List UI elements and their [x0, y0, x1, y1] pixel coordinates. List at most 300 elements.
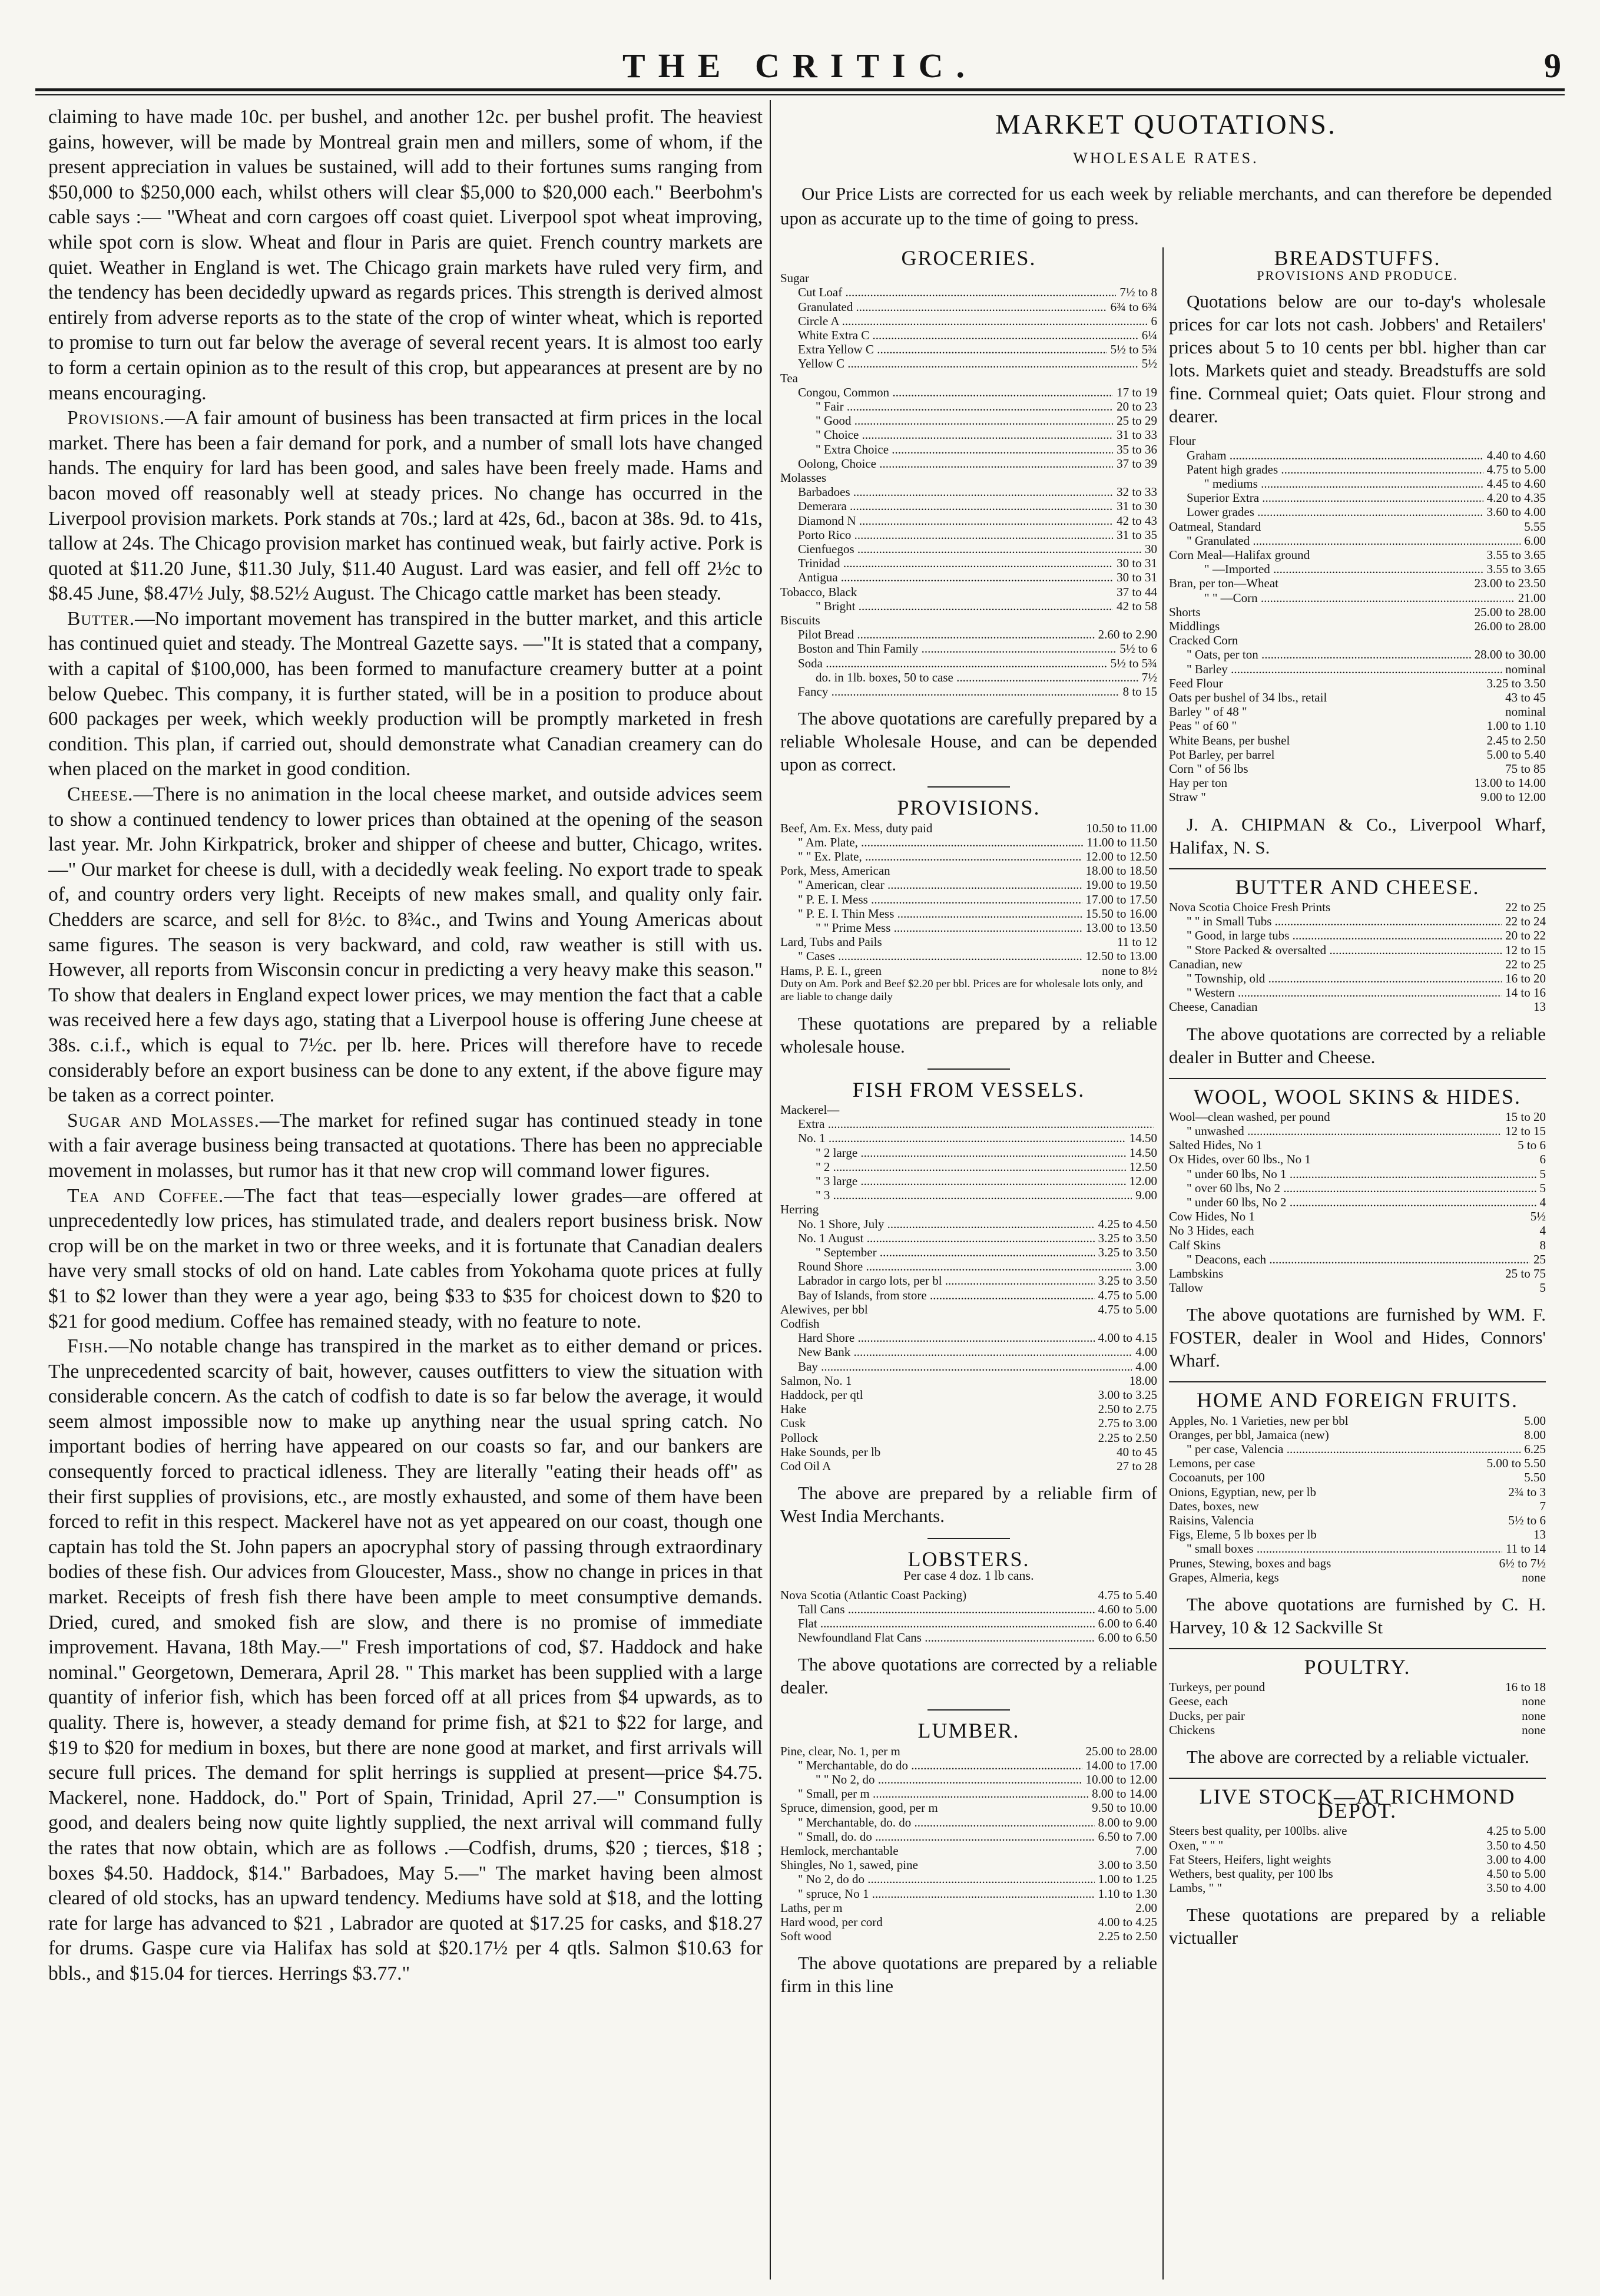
article-paragraph	[48, 406, 763, 607]
item-name: Fat Steers, Heifers, light weights	[1169, 1852, 1331, 1867]
price-row	[1169, 1485, 1546, 1499]
price-row	[780, 570, 1157, 584]
price-row	[1169, 1181, 1546, 1195]
item-name: " under 60 lbs, No 2 .....	[1169, 1195, 1536, 1209]
price-row	[780, 935, 1157, 949]
item-name: Pot Barley, per barrel	[1169, 747, 1275, 762]
item-price: none	[1522, 1708, 1546, 1723]
item-price: 3.55 to 3.65	[1486, 562, 1546, 577]
item-name: Flour	[1169, 434, 1196, 448]
item-name: Feed Flour	[1169, 676, 1223, 690]
price-row	[1169, 1223, 1546, 1238]
item-price: 3.00 to 4.00	[1486, 1852, 1546, 1867]
item-name: do. in 1lb. boxes, 50 to case .....	[780, 670, 1138, 684]
item-price: 25.00 to 28.00	[1474, 604, 1546, 619]
item-price: 1.00 to 1.25	[1098, 1872, 1157, 1887]
price-row	[1169, 900, 1546, 914]
item-price: 4.75 to 5.40	[1098, 1587, 1157, 1602]
fruits-source-note: The above quotations are furnished by C. H. Harvey, 10 & 12 Sackville St	[1169, 1594, 1546, 1637]
item-name: Labrador in cargo lots, per bl .....	[780, 1273, 1095, 1288]
item-name: Molasses	[780, 471, 827, 485]
item-price: 6½ to 7½	[1499, 1556, 1546, 1570]
item-price: none	[1522, 1722, 1546, 1737]
breadstuffs-title: BREADSTUFFS.	[1274, 246, 1441, 270]
price-row	[780, 1160, 1157, 1174]
item-name: Corn Meal—Halifax ground	[1169, 548, 1310, 563]
price-row	[1169, 1838, 1546, 1852]
item-name: Lower grades .....	[1169, 505, 1483, 519]
fish-title: FISH FROM VESSELS.	[852, 1077, 1085, 1101]
paragraph-text: claiming to have made 10c. per bushel, and another 12c. per bushel profit. The heaviest gains, however, will be made by Montreal grain men and millers, some of whom, if the present appreciation in values be sustained, will add to their fortunes sums ranging from $50,000 to $250,000 each, whilst others will clear $5,000 to $20,000 each." Beerbohm's cable says :— "Wheat and corn cargoes off coast quiet. Liverpool spot wheat improving, while spot corn is slow. Wheat and flour in Paris are quiet. French country markets are quiet. Weather in England is wet. The Chicago grain markets have ruled very firm, and the tendency has been decidedly upward as regards prices. This strength is derived almost entirely from adverse reports as to the state of the crop of winter wheat, which is reported to promise to turn out far below the average of several recent years. It is almost too early to form a certain opinion as to the result of this crop, but appearances at present are by no means encouraging.	[48, 106, 763, 404]
item-name: Hemlock, merchantable	[780, 1844, 899, 1858]
item-price: 22 to 24	[1505, 914, 1546, 929]
item-price: 4.45 to 4.60	[1486, 477, 1546, 491]
price-row	[780, 1445, 1157, 1459]
item-name: Graham .....	[1169, 448, 1483, 462]
price-row	[780, 627, 1157, 641]
item-price: 15.50 to 16.00	[1085, 906, 1157, 921]
item-price: 4	[1539, 1195, 1546, 1209]
item-price: 17.00 to 17.50	[1085, 892, 1157, 907]
price-row	[780, 485, 1157, 499]
lumber-title: LUMBER.	[917, 1719, 1020, 1743]
item-name: Alewives, per bbl	[780, 1302, 868, 1316]
item-name: " Small, do. do .....	[780, 1829, 1095, 1844]
item-price: 6	[1539, 1152, 1546, 1167]
item-name: Hams, P. E. I., green	[780, 963, 882, 978]
item-name: Calf Skins	[1169, 1238, 1221, 1252]
item-name: Soda .....	[780, 656, 1107, 670]
price-row	[1169, 1499, 1546, 1513]
lumber-source-note: The above quotations are prepared by a reliable firm in this line	[780, 1953, 1157, 1997]
price-row	[780, 1887, 1157, 1901]
lobsters-subtitle: Per case 4 doz. 1 lb cans.	[903, 1568, 1034, 1583]
item-name: Cow Hides, No 1	[1169, 1209, 1255, 1224]
item-name: Wethers, best quality, per 100 lbs	[1169, 1867, 1333, 1881]
price-row	[780, 456, 1157, 471]
price-row	[780, 1786, 1157, 1801]
item-name: Corn " of 56 lbs	[1169, 762, 1248, 776]
paragraph-heading: Cheese.	[67, 783, 134, 806]
article-paragraph	[48, 105, 763, 406]
item-name: " " Prime Mess .....	[780, 921, 1082, 935]
item-name: Lard, Tubs and Pails	[780, 935, 882, 950]
item-name: " small boxes .....	[1169, 1541, 1502, 1556]
item-price: 25 to 29	[1117, 413, 1157, 428]
article-paragraph	[48, 1334, 763, 1986]
item-name: Beef, Am. Ex. Mess, duty paid	[780, 821, 933, 835]
item-name: Laths, per m	[780, 1900, 843, 1915]
item-name: " unwashed .....	[1169, 1124, 1502, 1138]
item-price: 5.00 to 5.40	[1486, 747, 1546, 762]
item-price: 5½	[1530, 1209, 1546, 1224]
item-price: 3.55 to 3.65	[1486, 548, 1546, 563]
item-price: 9.50 to 10.00	[1092, 1801, 1157, 1815]
item-name: " over 60 lbs, No 2 .....	[1169, 1181, 1536, 1195]
fruits-title: HOME AND FOREIGN FRUITS.	[1196, 1388, 1519, 1412]
price-row	[780, 1245, 1157, 1259]
item-name: Cracked Corn	[1169, 633, 1238, 648]
item-price: 5 to 6	[1518, 1138, 1546, 1153]
price-row	[1169, 957, 1546, 971]
wool-title: WOOL, WOOL SKINS & HIDES.	[1194, 1084, 1521, 1109]
price-row	[1169, 633, 1546, 647]
item-name: " P. E. I. Thin Mess .....	[780, 907, 1082, 921]
price-row	[1169, 1680, 1546, 1694]
item-name: " Extra Choice .....	[780, 442, 1113, 456]
item-price: 16 to 18	[1505, 1680, 1546, 1695]
article-paragraph	[48, 782, 763, 1109]
item-name: Circle A .....	[780, 314, 1148, 328]
item-name: Oats per bushel of 34 lbs., retail	[1169, 690, 1327, 705]
item-price: 25	[1533, 1252, 1546, 1266]
section-rule	[927, 1068, 1010, 1070]
item-name: Middlings	[1169, 619, 1220, 634]
price-row	[1169, 662, 1546, 676]
price-row	[1169, 1867, 1546, 1881]
item-name: Mackerel—	[780, 1102, 840, 1117]
item-price: 15 to 20	[1505, 1109, 1546, 1124]
item-name: " Cases .....	[780, 949, 1082, 963]
price-row	[1169, 1195, 1546, 1209]
item-name: Apples, No. 1 Varieties, new per bbl	[1169, 1413, 1349, 1428]
price-row	[780, 1131, 1157, 1145]
price-row	[780, 1273, 1157, 1288]
item-price: 10.50 to 11.00	[1086, 821, 1157, 835]
price-row	[780, 641, 1157, 656]
market-quotations-title: MARKET QUOTATIONS.	[995, 109, 1337, 140]
section-rule	[1169, 868, 1546, 869]
price-row	[780, 1602, 1157, 1616]
item-name: Codfish	[780, 1316, 820, 1331]
item-name: " —Imported .....	[1169, 562, 1483, 576]
item-name: " No 2, do do .....	[780, 1872, 1095, 1886]
price-row	[780, 1815, 1157, 1829]
item-price: 37 to 39	[1117, 456, 1157, 471]
groceries-title: GROCERIES.	[901, 246, 1036, 270]
price-row	[1169, 1428, 1546, 1442]
item-name: Prunes, Stewing, boxes and bags	[1169, 1556, 1331, 1570]
price-row	[780, 1858, 1157, 1872]
provisions-section	[780, 796, 1157, 1057]
item-price: 5½ to 6	[1119, 641, 1157, 656]
item-name: No. 1 .....	[780, 1131, 1126, 1145]
item-price: 12.50 to 13.00	[1085, 949, 1157, 964]
item-price: 26.00 to 28.00	[1474, 619, 1546, 634]
item-name: " " —Corn .....	[1169, 591, 1515, 605]
item-name: " Merchantable, do do .....	[780, 1758, 1082, 1772]
item-name: Tall Cans .....	[780, 1602, 1095, 1616]
item-price: 7	[1539, 1498, 1546, 1513]
item-name: Lambskins	[1169, 1266, 1224, 1281]
section-rule	[927, 1709, 1010, 1711]
item-name: Straw "	[1169, 790, 1206, 805]
price-row	[780, 1402, 1157, 1416]
item-price: 5½ to 5¾	[1110, 342, 1157, 357]
item-name: Tobacco, Black	[780, 584, 857, 599]
section-rule	[1169, 1078, 1546, 1079]
price-row	[1169, 1167, 1546, 1181]
item-price: 4	[1539, 1223, 1546, 1238]
price-row	[1169, 448, 1546, 462]
price-row	[1169, 1000, 1546, 1014]
price-row	[780, 413, 1157, 428]
breadstuffs-source-note: J. A. CHIPMAN & Co., Liverpool Wharf, Halifax, N. S.	[1169, 813, 1546, 858]
article-paragraph	[48, 1184, 763, 1335]
item-price: 4.00 to 4.15	[1098, 1331, 1157, 1345]
item-price: 5	[1539, 1166, 1546, 1181]
section-rule	[927, 1538, 1010, 1539]
masthead-rule-thin	[35, 94, 1565, 95]
item-name: Barley " of 48 "	[1169, 704, 1247, 719]
item-name: Chickens	[1169, 1722, 1215, 1737]
page-number: 9	[1544, 47, 1561, 85]
price-row	[1169, 576, 1546, 590]
price-row	[1169, 647, 1546, 661]
price-row	[780, 499, 1157, 513]
fish-source-note: The above are prepared by a reliable firm of West India Merchants.	[780, 1483, 1157, 1527]
item-name: Onions, Egyptian, new, per lb	[1169, 1484, 1317, 1499]
item-price: 3.25 to 3.50	[1098, 1273, 1157, 1288]
item-price: 4.40 to 4.60	[1486, 448, 1546, 462]
item-name: Cheese, Canadian	[1169, 1000, 1258, 1014]
item-price: 6¾ to 6¾	[1110, 299, 1157, 314]
quotations-column-right	[1169, 247, 1546, 1953]
price-row	[780, 356, 1157, 370]
item-price: 8	[1539, 1238, 1546, 1252]
item-price: 25.00 to 28.00	[1085, 1743, 1157, 1758]
item-price: 23.00 to 23.50	[1474, 576, 1546, 591]
item-price: 7.00	[1135, 1844, 1157, 1858]
paragraph-text: —No notable change has transpired in the market as to either demand or prices. The unprecedented scarcity of bait, however, causes outfitters to view the situation with considerable concern. As the catch of codfish to date is so far below the average, it would seem almost impossible now to make up anything near the usual spring catch. No important bodies of herring have appeared on our coasts so far, and our bankers are consequently forced to practical idleness. They are literally "eating their heads off" as their first supplies of provisions, etc., are mostly exhausted, and some of them have been forced to refit in this respect. Mackerel have not as yet appeared on our coast, though one captain has told the St. John papers an apocryphal story of passing through extraordinary bodies of these fish. Our advices from Gloucester, Mass., show no change in prices in that market. Receipts of fresh fish there have been ample to meet consumptive demands. Dried, cured, and smoked fish are slow, and there is no promise of immediate improvement. Havana, 18th May.—" Fresh importations of cod, $7. Haddock and hake nominal." Georgetown, Demerara, April 28. " This market has been supplied with a large quantity of inferior fish, which has been forced off at all prices from $4 upwards, as to quality. There is, however, a steady demand for prime fish, at $21 to $22 for large, and $19 to $20 for medium in boxes, but there are none good at market, and first arrivals will secure full prices. The demand for split herrings is supplied at present—price $4.75. Mackerel, none. Haddock, do." Port of Spain, Trinidad, April 27.—" Consumption is good, and dealers being now quite lightly supplied, the next arrival will command fully the rates that now obtain, which are as follows .—Codfish, drums, $20 ; tierces, $18 ; boxes $4.50. Haddock, $14." Barbadoes, May 5.—" The market having been almost cleared of old stocks, has an upward tendency. Mediums have sold at $18, and the lotting rate for large has advanced to $21 , Labrador are quoted at $17.25 for casks, and $18.27 for drums. Gaspe cure via Halifax has sold at $20.17½ per 4 qtls. Salmon $10.63 for bbls., and $15.04 for tierces. Herrings $3.77."	[48, 1335, 763, 1984]
item-price: 22 to 25	[1505, 957, 1546, 971]
item-name: Wool—clean washed, per pound	[1169, 1109, 1330, 1124]
item-price: 2¾ to 3	[1508, 1484, 1546, 1499]
item-name: " September .....	[780, 1245, 1095, 1259]
item-name: New Bank .....	[780, 1345, 1132, 1359]
item-name: " Fair .....	[780, 399, 1113, 413]
price-row	[1169, 776, 1546, 790]
item-price: 3.25 to 3.50	[1098, 1245, 1157, 1259]
groceries-source-note: The above quotations are carefully prepared by a reliable Wholesale House, and can be depended upon as correct.	[780, 708, 1157, 775]
item-name: Fancy .....	[780, 684, 1119, 699]
price-row	[780, 471, 1157, 485]
item-price: 10.00 to 12.00	[1085, 1772, 1157, 1787]
item-name: Ducks, per pair	[1169, 1708, 1245, 1723]
price-row	[780, 949, 1157, 963]
item-name: White Extra C .....	[780, 328, 1138, 342]
item-price: 4.75 to 5.00	[1098, 1302, 1157, 1316]
price-row	[780, 314, 1157, 328]
item-name: No. 1 Shore, July .....	[780, 1217, 1095, 1231]
item-price: 6.00	[1524, 533, 1546, 548]
masthead	[35, 42, 1565, 101]
provisions-duty-note: Duty on Am. Pork and Beef $2.20 per bbl. Prices are for wholesale lots only, and are liable to change daily	[780, 977, 1143, 1003]
item-price: 2.25 to 2.50	[1098, 1430, 1157, 1445]
item-name: " Western .....	[1169, 985, 1502, 1000]
price-row	[1169, 704, 1546, 719]
item-name: " " in Small Tubs .....	[1169, 914, 1502, 928]
item-price: 4.60 to 5.00	[1098, 1602, 1157, 1616]
price-row	[1169, 1238, 1546, 1252]
price-row	[780, 371, 1157, 385]
item-price: 9.00 to 12.00	[1480, 790, 1546, 805]
item-price: 3.50 to 4.00	[1486, 1881, 1546, 1895]
item-name: " Barley .....	[1169, 662, 1502, 676]
item-name: Sugar	[780, 271, 809, 286]
price-row	[1169, 477, 1546, 491]
price-row	[1169, 747, 1546, 762]
item-name: Congou, Common .....	[780, 385, 1113, 399]
butter-title: BUTTER AND CHEESE.	[1235, 875, 1480, 899]
price-row	[1169, 1513, 1546, 1527]
item-name: Hake Sounds, per lb	[780, 1444, 881, 1459]
item-price: 1.10 to 1.30	[1098, 1886, 1157, 1901]
item-name: Hay per ton	[1169, 776, 1228, 790]
item-name: " per case, Valencia .....	[1169, 1442, 1521, 1456]
livestock-title: LIVE STOCK—AT RICHMOND DEPOT.	[1199, 1785, 1516, 1823]
item-name: Extra .....	[780, 1117, 1154, 1131]
price-row	[1169, 462, 1546, 477]
price-row	[780, 399, 1157, 413]
price-row	[1169, 1281, 1546, 1295]
item-name: Trinidad .....	[780, 556, 1113, 570]
item-price: 14.50	[1129, 1131, 1157, 1146]
item-price: 30 to 31	[1117, 570, 1157, 585]
provisions-source-note: These quotations are prepared by a reliable wholesale house.	[780, 1013, 1157, 1057]
fruits-section	[1169, 1388, 1546, 1639]
price-row	[1169, 1556, 1546, 1570]
paragraph-heading: Provisions.	[67, 407, 165, 429]
item-name: " Small, per m .....	[780, 1786, 1088, 1801]
item-price: 22 to 25	[1505, 899, 1546, 914]
price-row	[780, 864, 1157, 878]
article-paragraph	[48, 607, 763, 782]
item-price: 2.60 to 2.90	[1098, 627, 1157, 642]
price-row	[780, 878, 1157, 892]
item-name: Granulated .....	[780, 300, 1107, 314]
price-row	[780, 271, 1157, 285]
item-price: none	[1522, 1694, 1546, 1709]
newspaper-title: THE CRITIC.	[622, 47, 978, 85]
price-row	[1169, 534, 1546, 548]
item-name: " 2 .....	[780, 1160, 1126, 1174]
item-price: 13.00 to 13.50	[1085, 920, 1157, 935]
item-name: Biscuits	[780, 613, 820, 628]
item-name: Steers best quality, per 100lbs. alive	[1169, 1824, 1347, 1838]
item-name: Ox Hides, over 60 lbs., No 1	[1169, 1152, 1311, 1167]
item-price: 6.00 to 6.50	[1098, 1630, 1157, 1645]
item-name: Demerara .....	[780, 499, 1113, 513]
item-name: Dates, boxes, new	[1169, 1498, 1259, 1513]
item-name: " Store Packed & oversalted .....	[1169, 943, 1502, 957]
price-row	[1169, 1470, 1546, 1484]
item-name: " P. E. I. Mess .....	[780, 892, 1082, 907]
breadstuffs-description: Quotations below are our to-day's wholesale prices for car lots not cash. Jobbers' and Retailers' prices about 5 to 10 cents per bbl. higher than car lots. Markets quiet and steady. Breadstuffs are sold fine. Cornmeal quiet; Oats quiet. Flour strong and dearer.	[1169, 291, 1546, 427]
price-row	[1169, 1709, 1546, 1723]
butter-source-note: The above quotations are corrected by a reliable dealer in Butter and Cheese.	[1169, 1023, 1546, 1067]
item-name: Cienfuegos .....	[780, 542, 1141, 556]
price-row	[780, 300, 1157, 314]
item-price: 31 to 30	[1117, 499, 1157, 514]
item-name: Shingles, No 1, sawed, pine	[780, 1858, 918, 1872]
price-row	[780, 1188, 1157, 1202]
item-name: Porto Rico .....	[780, 528, 1113, 542]
item-name: Oranges, per bbl, Jamaica (new)	[1169, 1427, 1329, 1442]
price-row	[780, 1630, 1157, 1645]
price-row	[1169, 520, 1546, 534]
price-row	[780, 542, 1157, 556]
item-price: 42 to 58	[1117, 598, 1157, 613]
item-name: " 2 large .....	[780, 1146, 1126, 1160]
item-name: Hard Shore .....	[780, 1331, 1095, 1345]
price-row	[780, 821, 1157, 835]
price-row	[780, 1929, 1157, 1943]
item-price: 75 to 85	[1505, 762, 1546, 776]
item-price: 4.00 to 4.25	[1098, 1915, 1157, 1930]
item-name: Antigua .....	[780, 570, 1113, 584]
item-name: Turkeys, per pound	[1169, 1680, 1266, 1695]
item-price: nominal	[1505, 704, 1546, 719]
item-name: " 3 .....	[780, 1188, 1132, 1202]
price-row	[780, 1174, 1157, 1188]
price-row	[780, 1345, 1157, 1359]
item-name: Barbadoes .....	[780, 485, 1113, 499]
price-row	[780, 921, 1157, 935]
price-row	[1169, 914, 1546, 928]
price-row	[780, 342, 1157, 356]
item-name: Shorts	[1169, 604, 1201, 619]
fish-section	[780, 1077, 1157, 1527]
item-price: 12.00 to 12.50	[1085, 849, 1157, 864]
paragraph-text: —No important movement has transpired in the butter market, and this article has continued quiet and steady. The Montreal Gazette says. —"It is stated that a company, with a capital of $100,000, has been formed to manufacture creamery butter at a point below Quebec. This company, it is further stated, will be in a position to produce about 600 packages per week, which weekly production will be promptly marketed in fresh condition. This plan, if carried out, should demonstrate what Canadian creamery can do when placed on the market in good condition.	[48, 607, 763, 780]
item-price: 3.25 to 3.50	[1098, 1230, 1157, 1245]
item-name: Spruce, dimension, good, per m	[780, 1801, 938, 1815]
item-price: 8 to 15	[1122, 684, 1157, 699]
item-price: 40 to 45	[1117, 1444, 1157, 1459]
item-name: " Good, in large tubs .....	[1169, 928, 1502, 942]
price-row	[780, 442, 1157, 456]
price-row	[1169, 719, 1546, 733]
item-name: " Bright .....	[780, 599, 1113, 613]
price-row	[780, 1616, 1157, 1630]
price-row	[780, 1374, 1157, 1388]
price-row	[1169, 1570, 1546, 1584]
section-rule	[1169, 1778, 1546, 1779]
price-row	[1169, 1852, 1546, 1867]
item-price: 14 to 16	[1505, 985, 1546, 1000]
item-name: Pine, clear, No. 1, per m	[780, 1743, 900, 1758]
item-price: 5.00	[1524, 1413, 1546, 1428]
item-price: 18.00 to 18.50	[1085, 864, 1157, 878]
price-row	[1169, 591, 1546, 605]
price-row	[780, 835, 1157, 849]
provisions-title: PROVISIONS.	[897, 796, 1041, 820]
price-row	[1169, 971, 1546, 985]
item-price: 3.00 to 3.25	[1098, 1388, 1157, 1402]
price-row	[780, 964, 1157, 978]
price-row	[780, 1829, 1157, 1844]
item-name: Bay .....	[780, 1359, 1132, 1374]
item-price: 4.25 to 4.50	[1098, 1216, 1157, 1231]
item-name: Cusk	[780, 1416, 806, 1431]
price-row	[1169, 1527, 1546, 1541]
item-name: Lambs, " "	[1169, 1881, 1223, 1895]
item-price: 8.00 to 9.00	[1098, 1815, 1157, 1829]
masthead-rule	[35, 88, 1565, 91]
item-price: 11 to 14	[1505, 1541, 1546, 1556]
price-row	[1169, 762, 1546, 776]
